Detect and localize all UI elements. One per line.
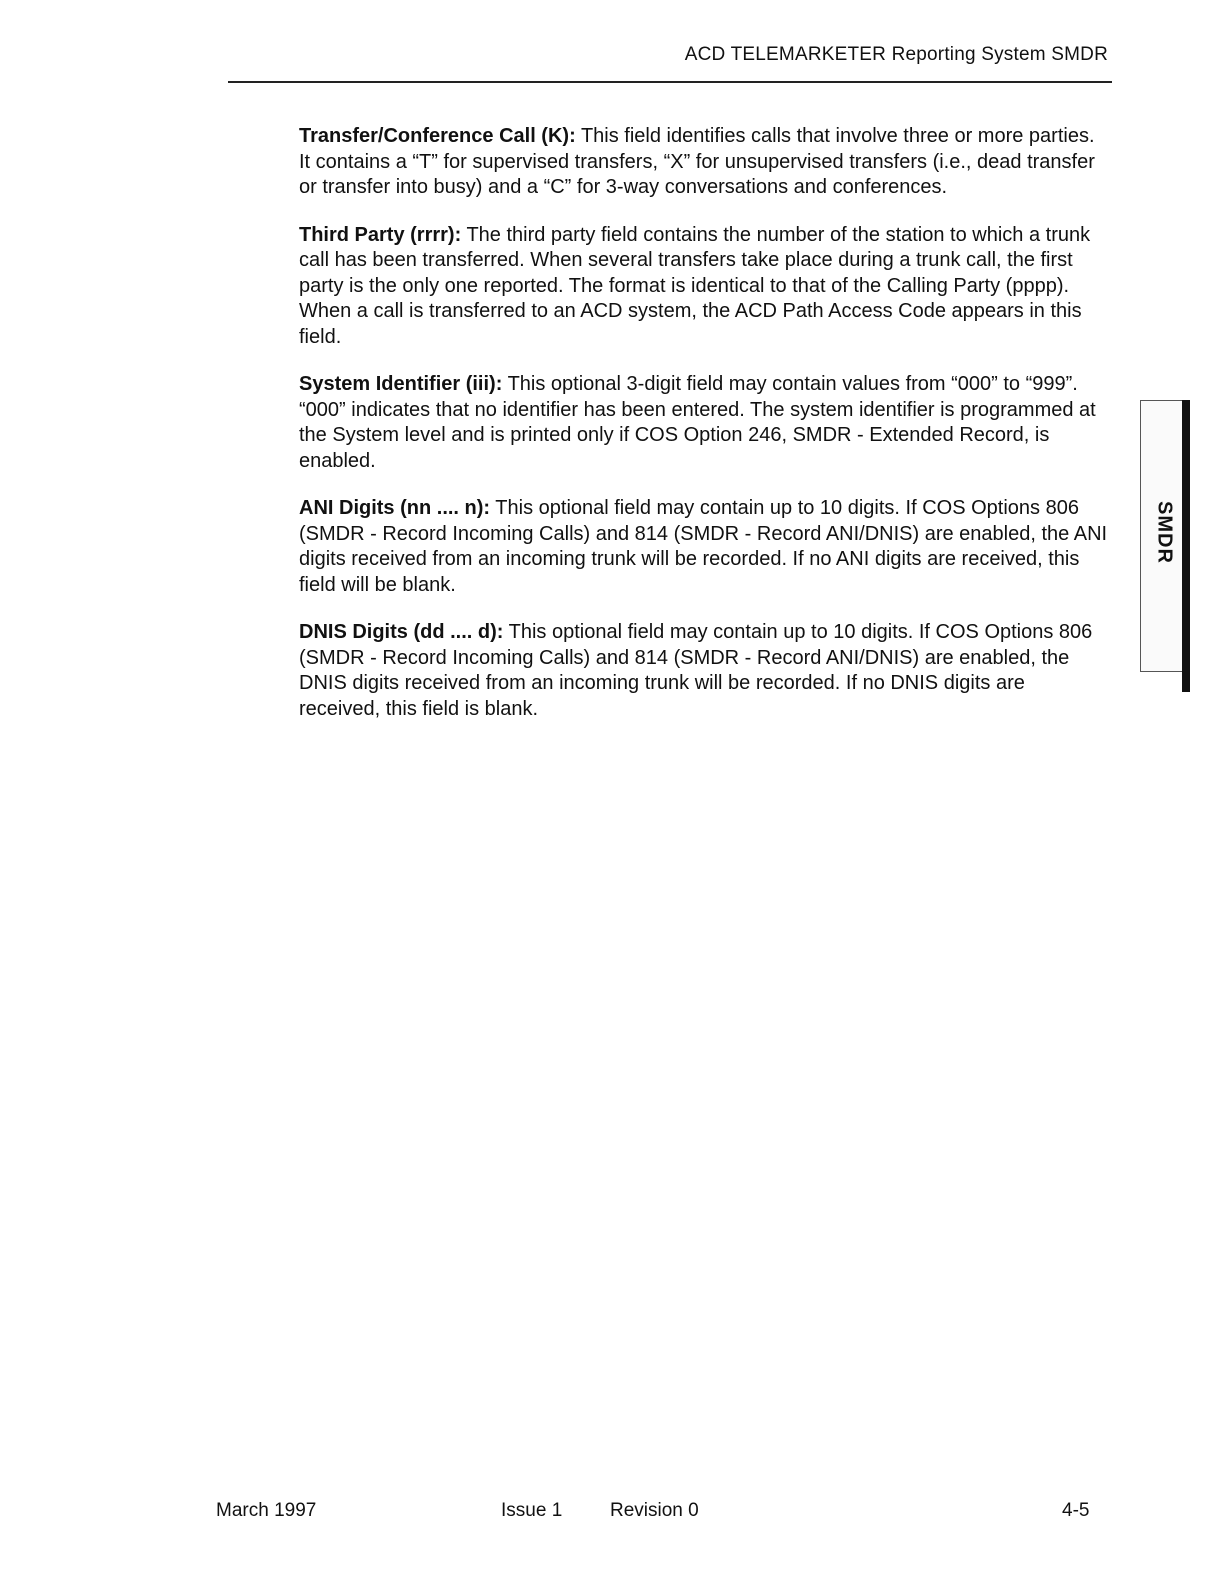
running-header: ACD TELEMARKETER Reporting System SMDR xyxy=(684,44,1108,65)
field-description: This optional 3-digit field may contain values from “000” to “999”. “000” indicates that no identifier has been entered. The system identifier is programmed at the System level and is printed only if COS Option 246, SMDR - Extended Record, is enabled. xyxy=(299,373,1096,472)
field-term: Transfer/Conference Call (K): xyxy=(299,125,576,147)
field-system-identifier xyxy=(299,372,1111,474)
field-description: This optional field may contain up to 10 digits. If COS Options 806 (SMDR - Record Incoming Calls) and 814 (SMDR - Record ANI/DNIS) are enabled, the DNIS digits received from an incoming trunk will be recorded. If no DNIS digits are received, this field is blank. xyxy=(299,621,1093,720)
field-term: ANI Digits (nn .... n): xyxy=(299,497,491,519)
field-definitions xyxy=(299,124,1111,744)
field-term: Third Party (rrrr): xyxy=(299,223,462,246)
footer-revision: Revision 0 xyxy=(610,1500,699,1521)
field-third-party xyxy=(299,223,1111,351)
field-description: The third party field contains the number of the station to which a trunk call has been transferred. When several transfers take place during a trunk call, the first party is the only one reported. The format is identical to that of the Calling Party (pppp). When a call is transferred to an ACD system, the ACD Path Access Code appears in this field. xyxy=(299,223,1091,348)
field-dnis-digits xyxy=(299,620,1111,722)
header-rule xyxy=(228,81,1112,83)
field-description: This field identifies calls that involve three or more parties. It contains a “T” for supervised transfers, “X” for unsupervised transfers (i.e., dead transfer or transfer into busy) and a “C” for 3-way conversations and conferences. xyxy=(299,125,1095,198)
field-term: System Identifier (iii): xyxy=(299,373,503,395)
field-term: DNIS Digits (dd .... d): xyxy=(299,621,504,643)
page-number: 4-5 xyxy=(1062,1500,1090,1521)
section-tab-edge xyxy=(1182,400,1190,692)
footer-issue: Issue 1 xyxy=(501,1500,563,1521)
field-ani-digits xyxy=(299,496,1111,598)
footer-date: March 1997 xyxy=(216,1500,317,1521)
field-transfer-conference-call xyxy=(299,124,1111,201)
field-description: This optional field may contain up to 10 digits. If COS Options 806 (SMDR - Record Incoming Calls) and 814 (SMDR - Record ANI/DNIS) are enabled, the ANI digits received from an incoming trunk will be recorded. If no ANI digits are received, this field will be blank. xyxy=(299,497,1108,596)
section-tab-label: SMDR xyxy=(1153,501,1176,564)
